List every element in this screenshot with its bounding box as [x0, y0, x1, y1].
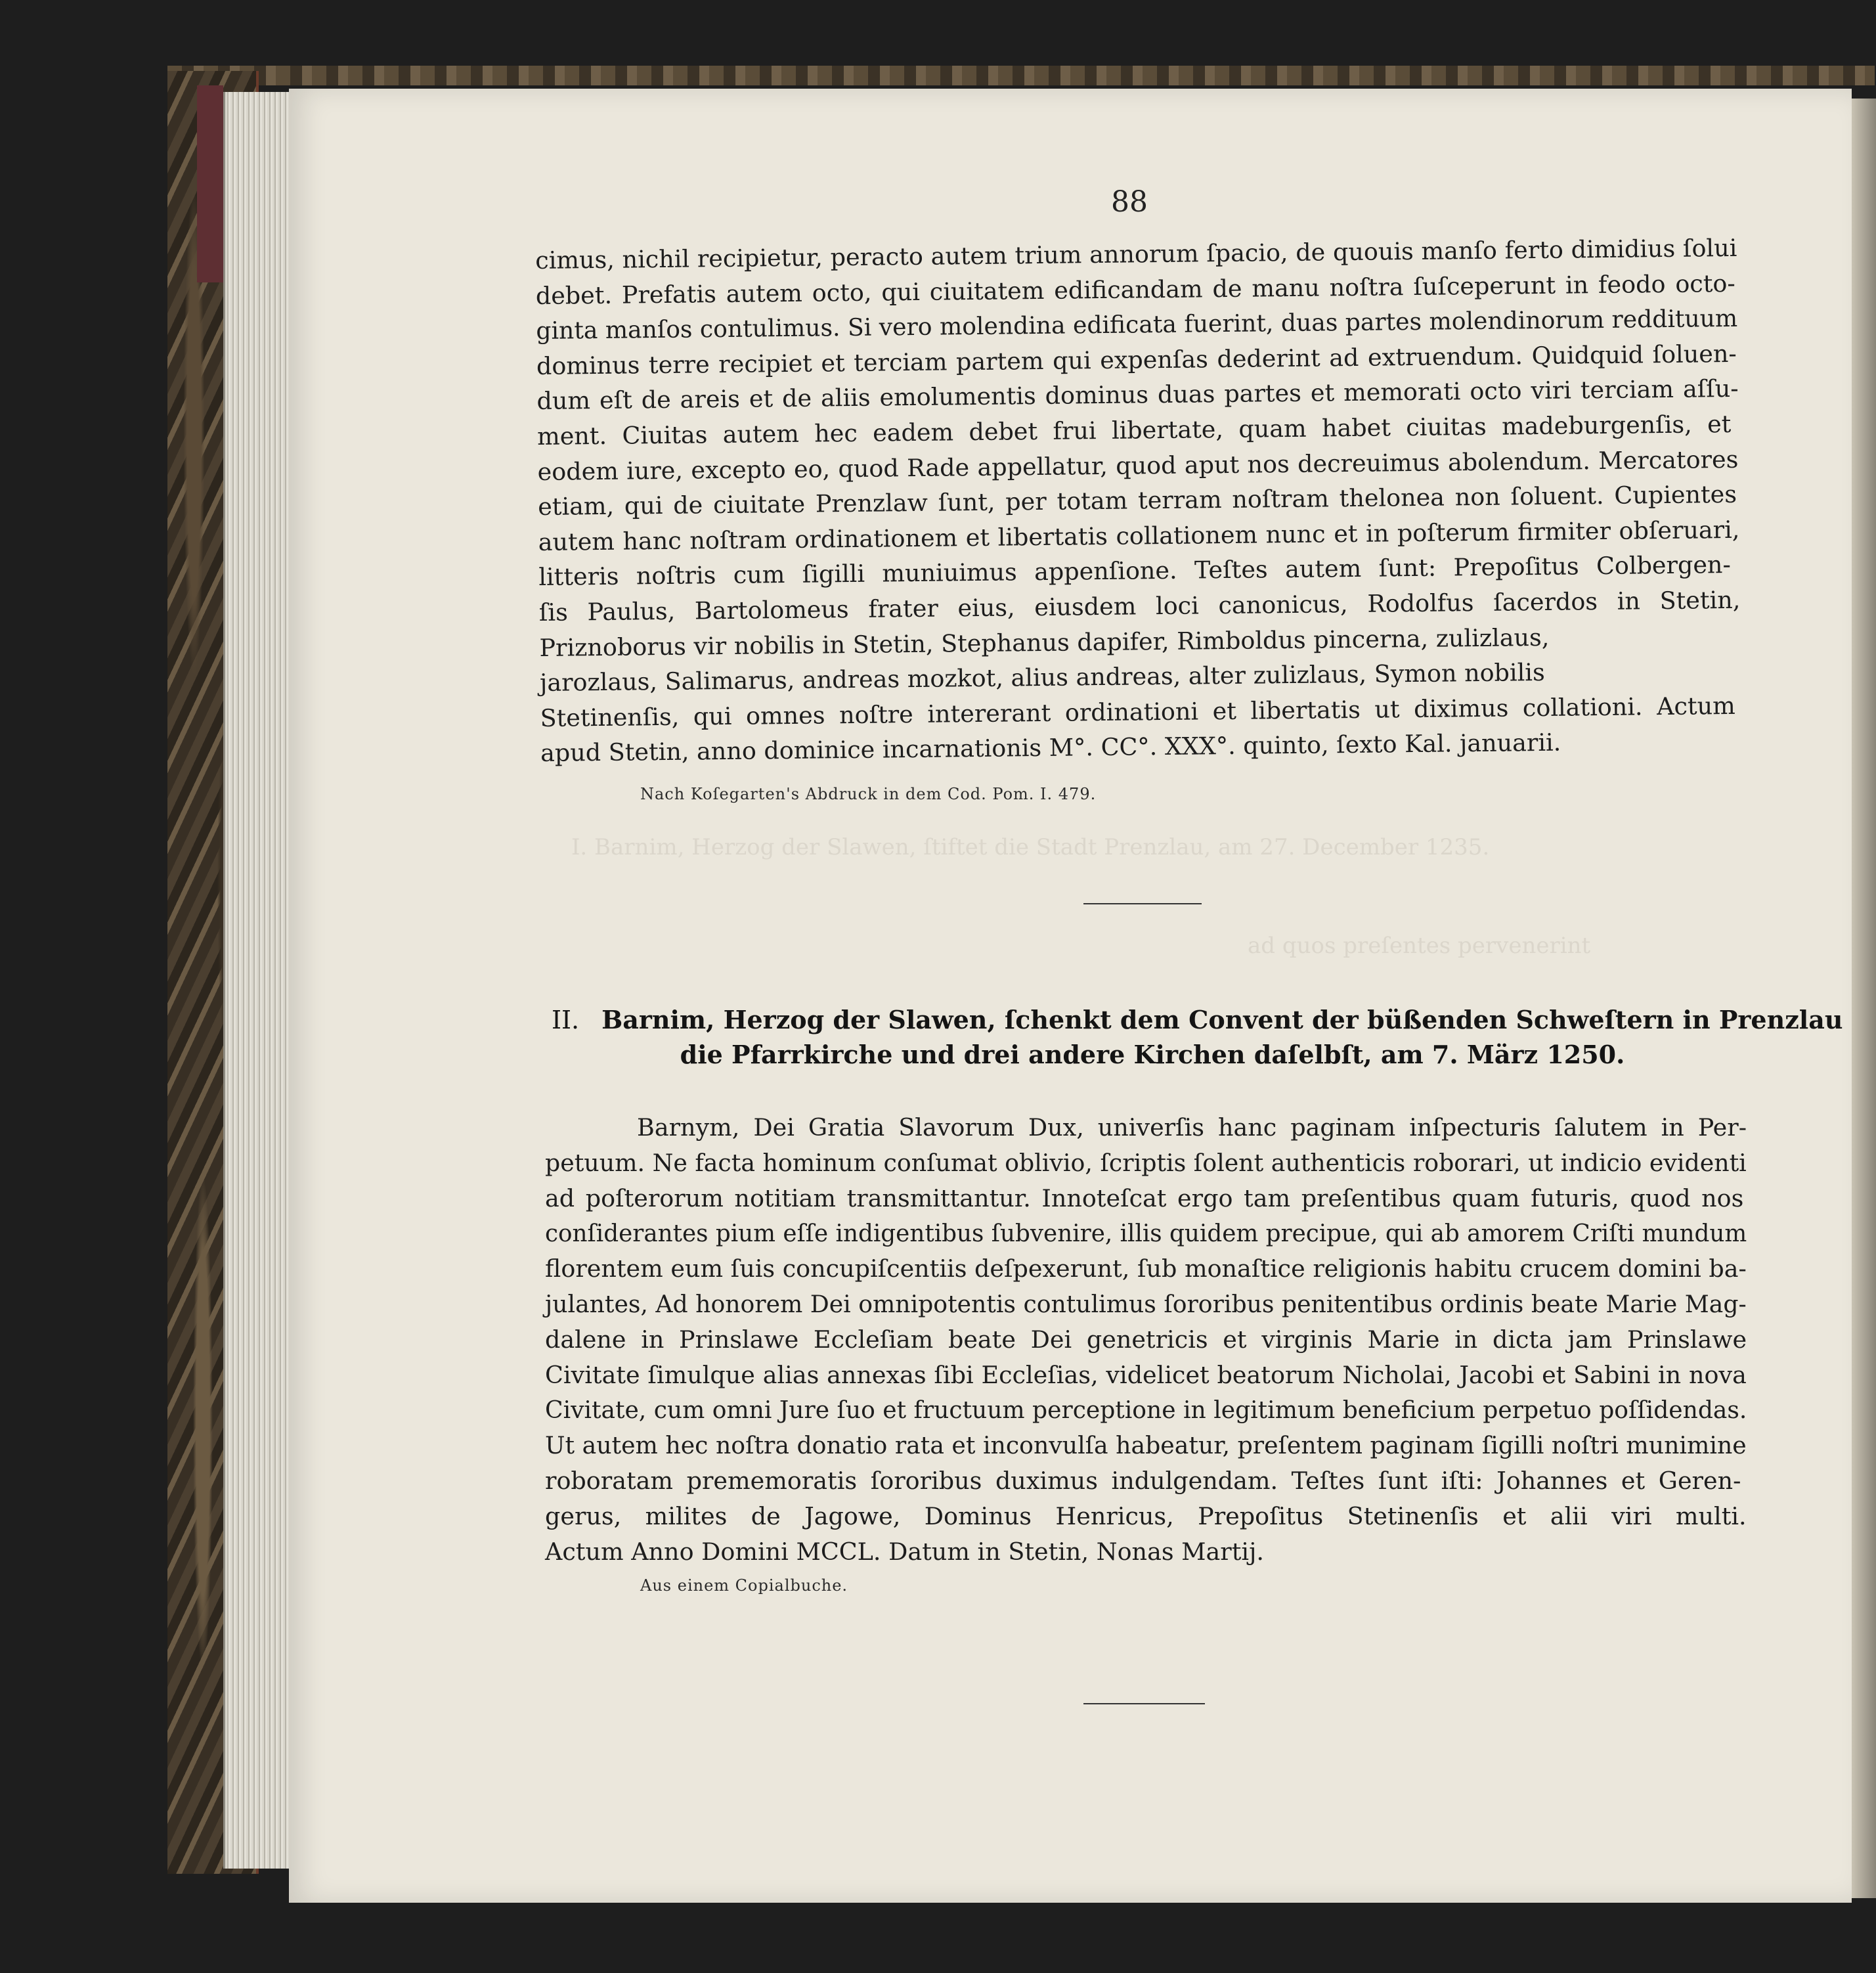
text-line: jarozlaus, Salimarus, andreas mozkot, alius andreas, alter zulizlaus, Symon nobilis — [539, 658, 1545, 698]
page-edge-stack — [223, 92, 291, 1869]
section-number: II. — [552, 1006, 580, 1034]
text-line: Barnym, Dei Gratia Slavorum Dux, univerſis hanc paginam inſpecturis ſalutem in Per- — [637, 1113, 1747, 1142]
text-line: julantes, Ad honorem Dei omnipotentis contulimus ſororibus penitentibus ordinis beate Marie Mag- — [545, 1289, 1747, 1318]
show-through-text: ad quos preſentes pervenerint — [1248, 933, 1591, 959]
section-divider — [1083, 1703, 1205, 1704]
show-through-text: I. Barnim, Herzog der Slawen, ſtiftet die Stadt Prenzlau, am 27. December 1235. — [571, 834, 1490, 860]
text-line: Civitate ſimulque alias annexas ſibi Eccleſias, videlicet beatorum Nicholai, Jacobi et Sabini in nova — [545, 1360, 1747, 1389]
text-line: petuum. Ne facta hominum conſumat oblivio, ſcriptis ſolent authenticis roborari, ut indicio evidenti — [545, 1148, 1747, 1177]
text-line: ſis Paulus, Bartolomeus frater eius, eiusdem loci canonicus, Rodolfus ſacerdos in Stetin, — [538, 585, 1741, 627]
source-note: Aus einem Copialbuche. — [640, 1576, 848, 1595]
text-line: Stetinenſis, qui omnes noſtre intererant ordinationi et libertatis ut diximus collationi. Actum — [540, 691, 1735, 732]
text-line: autem hanc noſtram ordinationem et libertatis collationem nunc et in poſterum firmiter obſeruari, — [538, 515, 1740, 556]
leather-spine-strip — [197, 85, 223, 282]
text-line: Actum Anno Domini MCCL. Datum in Stetin, Nonas Martij. — [545, 1537, 1264, 1566]
heading-title-line2: die Pfarrkirche und drei andere Kirchen daſelbſt, am 7. März 1250. — [680, 1040, 1625, 1069]
text-line: dominus terre recipiet et terciam partem qui expenſas dederint ad extruendum. Quidquid ſoluen- — [536, 339, 1737, 380]
text-line: florentem eum ſuis concupiſcentiis deſpexerunt, ſub monaſtice religionis habitu crucem domini ba- — [545, 1254, 1747, 1283]
section-divider — [1083, 903, 1202, 904]
page-number: 88 — [1111, 185, 1148, 219]
cover-top-edge — [167, 66, 1875, 85]
text-line: apud Stetin, anno dominice incarnationis M°. CC°. XXX°. quinto, ſexto Kal. januarii. — [540, 728, 1561, 768]
text-line: Civitate, cum omni Jure ſuo et fructuum perceptione in legitimum beneficium perpetuo poſſidendas. — [545, 1396, 1747, 1425]
text-line: roboratam prememoratis ſororibus duximus indulgendam. Teſtes ſunt iſti: Johannes et Geren- — [545, 1466, 1741, 1495]
text-line: gerus, milites de Jagowe, Dominus Henricus, Prepoſitus Stetinenſis et alii viri multi. — [545, 1501, 1747, 1530]
text-line: etiam, qui de ciuitate Prenzlaw ſunt, per totam terram noſtram thelonea non ſoluent. Cupientes — [537, 480, 1737, 521]
section-heading — [552, 1005, 1843, 1069]
text-line: eodem iure, excepto eo, quod Rade appellatur, quod aput nos decreuimus abolendum. Mercatores — [537, 445, 1739, 486]
source-note: Nach Koſegarten's Abdruck in dem Cod. Pom. I. 479. — [640, 785, 1097, 803]
facing-page-edge — [1852, 99, 1876, 1898]
text-line: Ut autem hec noſtra donatio rata et inconvulſa habeatur, preſentem paginam ſigilli noſtri munimine — [545, 1431, 1747, 1460]
text-line: debet. Prefatis autem octo, qui ciuitatem edificandam de manu noſtra ſuſceperunt in feodo octo- — [535, 269, 1735, 310]
text-line: ginta manſos contulimus. Si vero molendina edificata fuerint, duas partes molendinorum reddituum — [536, 304, 1738, 345]
text-line: litteris noſtris cum ſigilli muniuimus appenſione. Teſtes autem ſunt: Prepoſitus Colbergen- — [538, 550, 1732, 592]
charter-text-continued — [535, 231, 1742, 771]
text-line: cimus, nichil recipietur, peracto autem trium annorum ſpacio, de quouis manſo ferto dimidius ſolui — [535, 233, 1737, 275]
text-line: ment. Ciuitas autem hec eadem debet frui libertate, quam habet ciuitas madeburgenſis, et — [536, 409, 1732, 451]
heading-title-line1: Barnim, Herzog der Slawen, ſchenkt dem Convent der büßenden Schweſtern in Prenzlau — [601, 1005, 1843, 1034]
text-line: dalene in Prinslawe Eccleſiam beate Dei genetricis et virginis Marie in dicta jam Prinslawe — [545, 1325, 1747, 1354]
charter-text — [545, 1110, 1747, 1569]
text-line: ad poſterorum notitiam transmittantur. Innoteſcat ergo tam preſentibus quam futuris, quod nos — [545, 1184, 1744, 1212]
text-line: Priznoborus vir nobilis in Stetin, Stephanus dapifer, Rimboldus pincerna, zulizlaus, — [539, 623, 1550, 662]
text-line: dum eſt de areis et de aliis emolumentis dominus duas partes et memorati octo viri terciam aſſu- — [536, 374, 1739, 416]
text-line: conſiderantes pium eſſe indigentibus ſubvenire, illis quidem precipue, qui ab amorem Criſti mundum — [545, 1219, 1747, 1248]
